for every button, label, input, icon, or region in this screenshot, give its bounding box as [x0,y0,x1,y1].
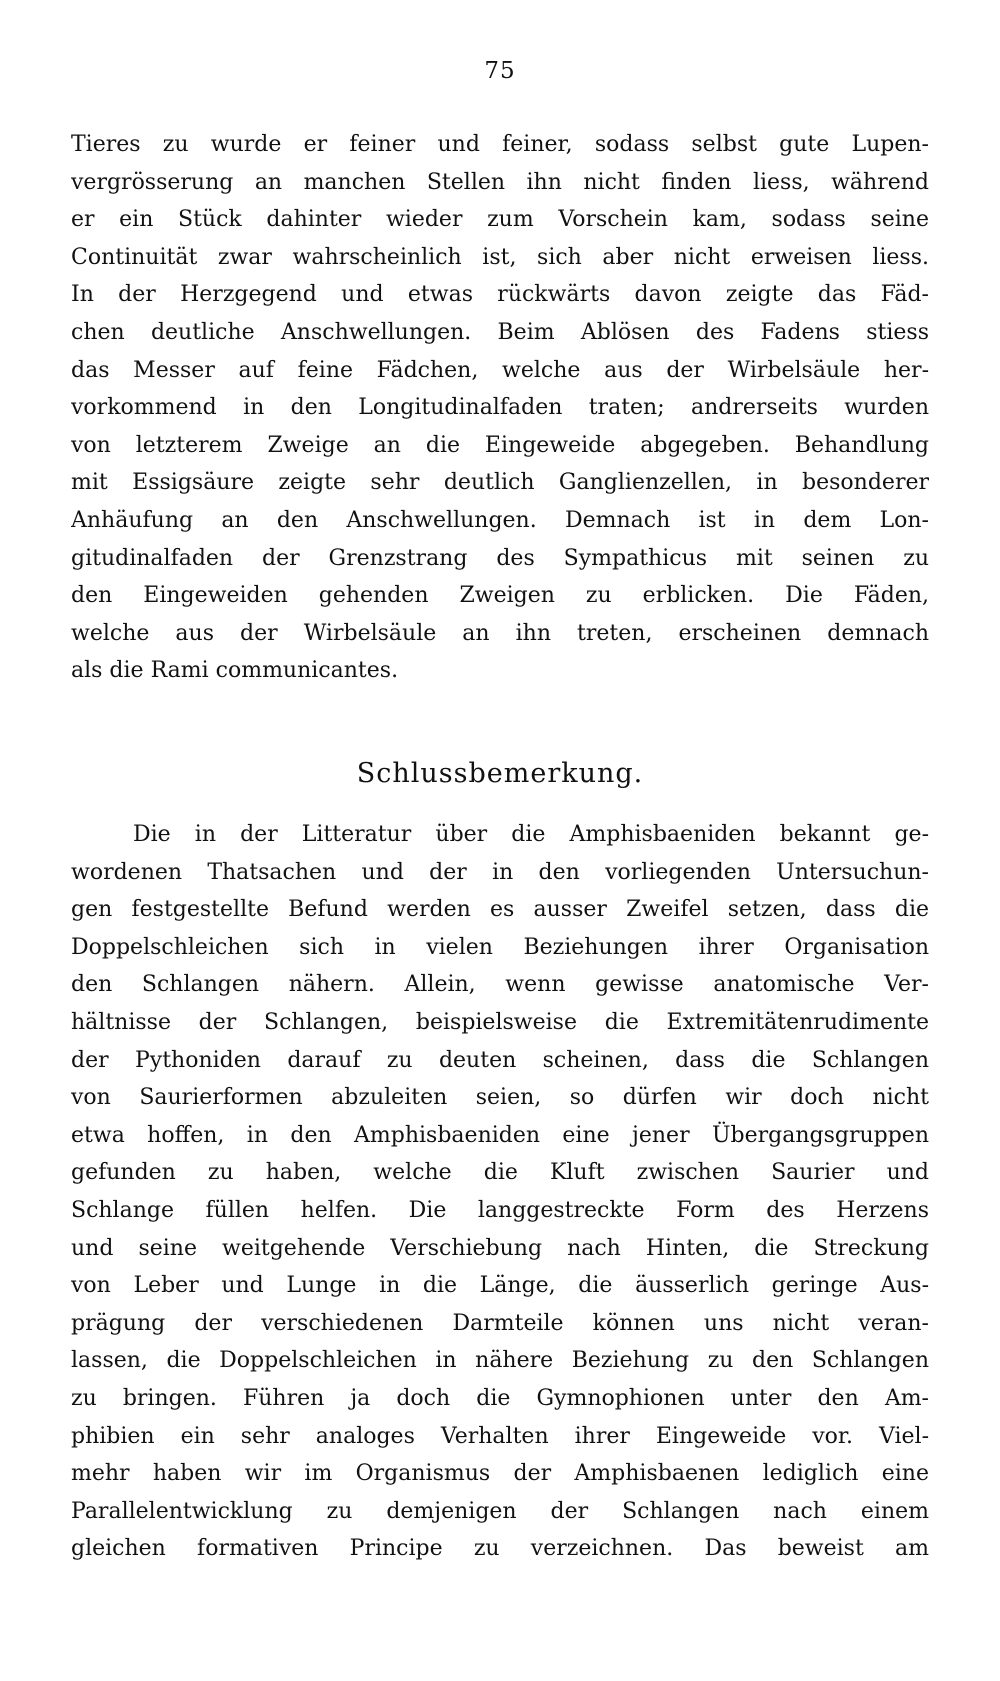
text-line: von letzterem Zweige an die Eingeweide abgegeben. Behandlung [71,432,929,458]
text-line: lassen, die Doppelschleichen in nähere Beziehung zu den Schlangen [71,1348,929,1374]
text-line: mehr haben wir im Organismus der Amphisbaenen lediglich eine [71,1461,929,1487]
text-line: phibien ein sehr analoges Verhalten ihrer Eingeweide vor. Viel- [71,1423,929,1449]
text-line: vergrösserung an manchen Stellen ihn nicht finden liess, während [71,169,929,195]
text-line: wordenen Thatsachen und der in den vorliegenden Untersuchun- [71,859,929,885]
text-line: Anhäufung an den Anschwellungen. Demnach ist in dem Lon- [71,507,929,533]
text-line: gitudinalfaden der Grenzstrang des Sympathicus mit seinen zu [71,545,929,571]
paragraph-sympathicus [71,126,929,690]
text-line: Schlange füllen helfen. Die langgestreckte Form des Herzens [71,1197,929,1223]
text-line: Continuität zwar wahrscheinlich ist, sich aber nicht erweisen liess. [71,244,929,270]
text-line: gefunden zu haben, welche die Kluft zwischen Saurier und [71,1160,929,1186]
text-line: gleichen formativen Principe zu verzeichnen. Das beweist am [71,1536,929,1562]
text-line: Die in der Litteratur über die Amphisbaeniden bekannt ge- [133,822,929,847]
text-line: etwa hoffen, in den Amphisbaeniden eine jener Übergangsgruppen [71,1122,929,1148]
page-number: 75 [484,58,516,84]
text-line: In der Herzgegend und etwas rückwärts davon zeigte das Fäd- [71,282,929,308]
text-line: mit Essigsäure zeigte sehr deutlich Ganglienzellen, in besonderer [71,470,929,496]
text-line: zu bringen. Führen ja doch die Gymnophionen unter den Am- [71,1385,929,1411]
text-line: chen deutliche Anschwellungen. Beim Ablösen des Fadens stiess [71,319,929,345]
text-line: vorkommend in den Longitudinalfaden traten; andrerseits wurden [71,395,929,421]
text-line: hältnisse der Schlangen, beispielsweise die Extremitätenrudimente [71,1009,929,1035]
text-line: welche aus der Wirbelsäule an ihn treten, erscheinen demnach [71,620,929,646]
text-line: und seine weitgehende Verschiebung nach Hinten, die Streckung [71,1235,929,1261]
text-line: Parallelentwicklung zu demjenigen der Schlangen nach einem [71,1498,929,1524]
text-line: von Leber und Lunge in die Länge, die äusserlich geringe Aus- [71,1273,929,1299]
text-line: der Pythoniden darauf zu deuten scheinen, dass die Schlangen [71,1047,929,1073]
text-line: Doppelschleichen sich in vielen Beziehungen ihrer Organisation [71,934,929,960]
section-heading: Schlussbemerkung. [356,758,644,789]
text-line: gen festgestellte Befund werden es ausser Zweifel setzen, dass die [71,897,929,923]
text-line: er ein Stück dahinter wieder zum Vorschein kam, sodass seine [71,207,929,233]
text-line: den Schlangen nähern. Allein, wenn gewisse anatomische Ver- [71,972,929,998]
text-line: prägung der verschiedenen Darmteile können uns nicht veran- [71,1310,929,1336]
text-line: das Messer auf feine Fädchen, welche aus der Wirbelsäule her- [71,357,929,383]
text-line: von Saurierformen abzuleiten seien, so dürfen wir doch nicht [71,1085,929,1111]
text-line: den Eingeweiden gehenden Zweigen zu erblicken. Die Fäden, [71,583,929,609]
text-line: als die Rami communicantes. [71,658,399,684]
text-line: Tieres zu wurde er feiner und feiner, sodass selbst gute Lupen- [71,132,929,157]
paragraph-schlussbemerkung [71,816,929,1568]
